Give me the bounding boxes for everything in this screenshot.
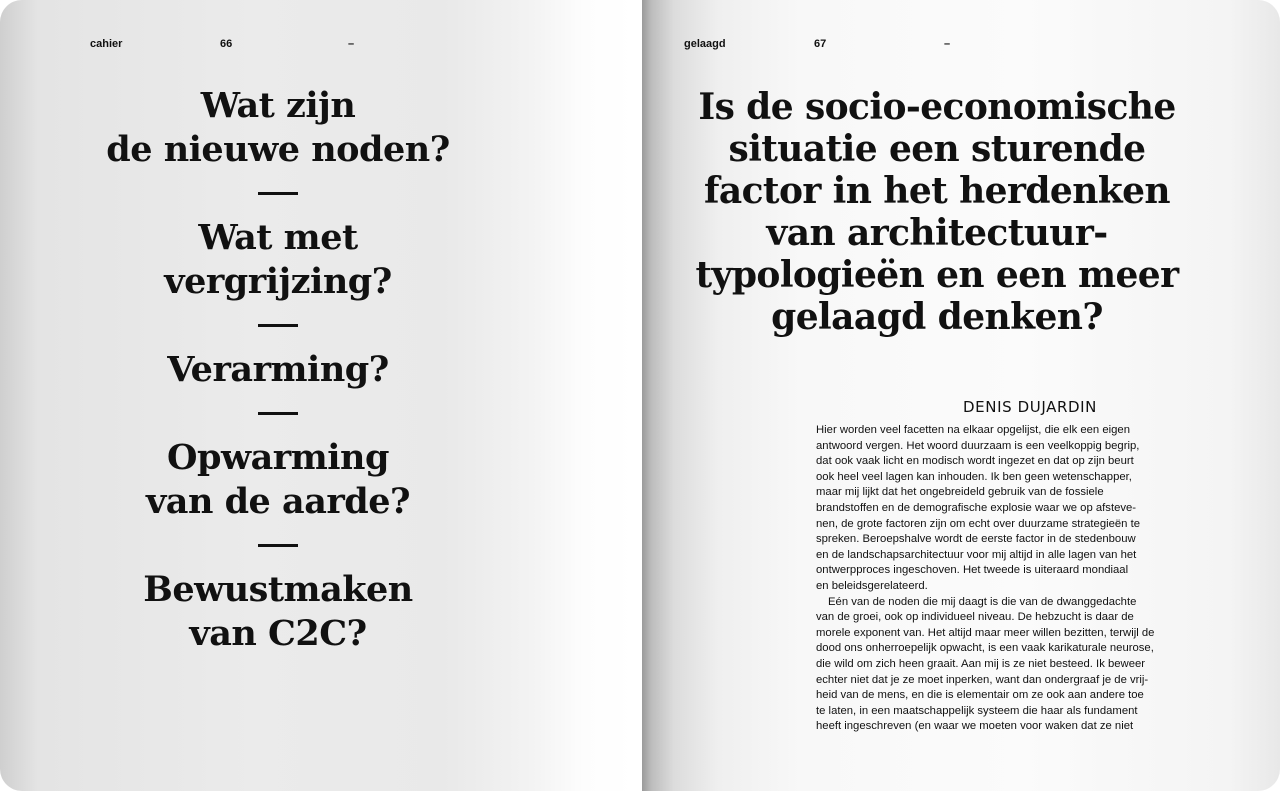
body-text-line: antwoord vergen. Het woord duurzaam is een veelkoppig begrip,: [816, 439, 1140, 452]
body-text-line: heeft ingeschreven (en waar we moeten voor waken dat ze niet: [816, 720, 1134, 733]
author-name: DENIS DUJARDIN: [963, 398, 1097, 416]
question-divider: [258, 192, 298, 195]
question-line: Verarming?: [167, 349, 389, 390]
question-heading-line: situatie een sturende: [728, 128, 1146, 170]
question-divider: [258, 324, 298, 327]
body-text-line: dood ons onherroepelijk opwacht, is een vaak karikaturale neurose,: [816, 642, 1154, 655]
left-questions-block: [60, 84, 496, 656]
left-page: [0, 0, 634, 791]
question-line: de nieuwe noden?: [106, 129, 450, 170]
body-text-line: echter niet dat je ze moet inperken, want dan ondergraaf je de vrij-: [816, 673, 1149, 686]
body-text-line: en beleidsgerelateerd.: [816, 579, 928, 592]
question-line: van de aarde?: [145, 481, 411, 522]
body-text-line: ontwerpproces ingeschoven. Het tweede is uiteraard mondiaal: [816, 564, 1129, 577]
body-text-line: te laten, in een maatschappelijk systeem die haar als fundament: [816, 704, 1138, 717]
article-body: [816, 423, 1206, 735]
question-line: Wat met: [198, 217, 358, 258]
left-section-label: cahier: [90, 38, 123, 50]
question-divider: [258, 544, 298, 547]
body-text-line: brandstoffen en de demografische explosie waar we op afsteve-: [816, 501, 1137, 514]
body-text-line: heid van de mens, en die is elementair om ze ook aan andere toe: [816, 689, 1144, 702]
left-page-number: 66: [220, 38, 233, 50]
right-header-dash: –: [944, 38, 951, 50]
question-divider: [258, 412, 298, 415]
body-text-line: Eén van de noden die mij daagt is die van de dwanggedachte: [828, 595, 1137, 608]
question-heading-line: gelaagd denken?: [771, 296, 1103, 338]
spine-gutter: [634, 0, 642, 791]
question-line: vergrijzing?: [164, 261, 392, 302]
body-text-line: morele exponent van. Het altijd maar meer willen bezitten, terwijl de: [816, 626, 1155, 639]
right-page-number: 67: [814, 38, 827, 50]
question-line: Wat zijn: [200, 85, 356, 126]
question-line: Bewustmaken: [143, 569, 413, 610]
left-header-dash: –: [348, 38, 355, 50]
right-question-heading: [672, 86, 1202, 338]
body-text-line: maar mij lijkt dat het ongebreideld gebruik van de fossiele: [816, 486, 1104, 499]
body-text-line: nen, de grote factoren zijn om echt over duurzame strategieën te: [816, 517, 1141, 530]
body-text-line: Hier worden veel facetten na elkaar opgelijst, die elk een eigen: [816, 424, 1130, 436]
question-heading-line: van architectuur-: [766, 212, 1108, 254]
body-text-line: ook heel veel lagen kan inhouden. Ik ben geen wetenschapper,: [816, 470, 1132, 483]
body-text-line: die wild om zich heen graait. Aan mij is ze niet besteed. Ik beweer: [816, 657, 1146, 670]
right-section-label: gelaagd: [684, 38, 726, 50]
question-heading-line: typologieën en een meer: [695, 254, 1179, 296]
body-text-line: dat ook vaak licht en modisch wordt ingezet en dat op zijn beurt: [816, 455, 1134, 468]
body-text-line: spreken. Beroepshalve wordt de eerste factor in de stedenbouw: [816, 533, 1136, 546]
question-heading-line: factor in het herdenken: [703, 170, 1170, 212]
question-line: Opwarming: [167, 437, 389, 478]
body-text-line: van de groei, ook op individueel niveau. De hebzucht is daar de: [816, 611, 1134, 624]
question-line: van C2C?: [189, 613, 367, 654]
question-heading-line: Is de socio-economische: [698, 86, 1176, 128]
body-text-line: en de landschapsarchitectuur voor mij altijd in alle lagen van het: [816, 548, 1137, 561]
